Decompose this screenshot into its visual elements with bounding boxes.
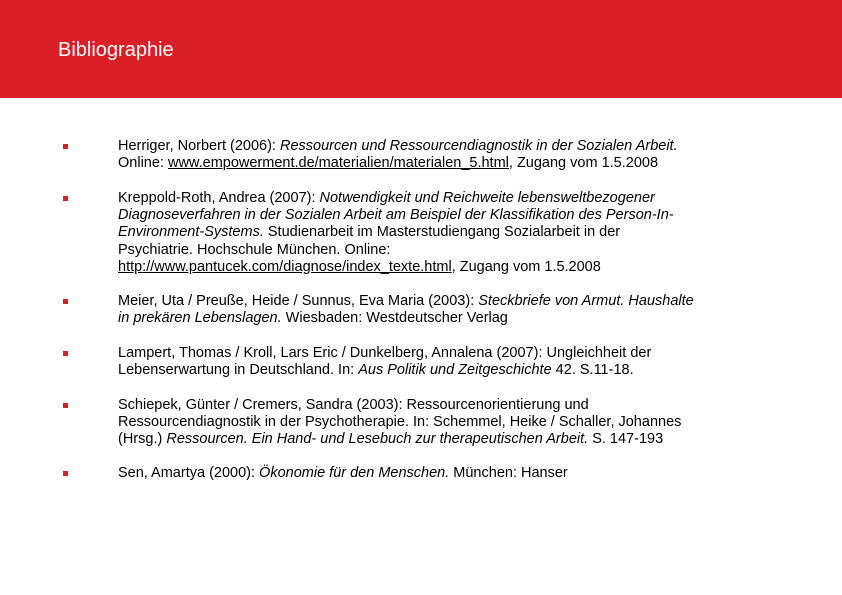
square-bullet-icon (63, 351, 68, 356)
entry-text-segment: Meier, Uta / Preuße, Heide / Sunnus, Eva Maria (2003): (118, 293, 479, 309)
entry-text-segment: Kreppold-Roth, Andrea (2007): (118, 190, 320, 206)
entry-link[interactable]: www.empowerment.de/materialien/materialen_5.html (167, 155, 509, 172)
entry-text-segment: Sen, Amartya (2000): (118, 465, 260, 481)
slide-header (0, 0, 842, 98)
entry-text-segment: Lampert, Thomas / Kroll, Lars Eric / Dunkelberg, Annalena (2007): Ungleichheit der (118, 345, 652, 361)
bibliography-entry-text (118, 345, 798, 379)
entry-line (118, 207, 798, 224)
bibliography-entry-text (118, 397, 798, 449)
entry-text-segment: Herriger, Norbert (2006): (118, 138, 280, 154)
entry-title-segment: Diagnoseverfahren in der Sozialen Arbeit am Beispiel der Klassifikation des Person-In- (118, 207, 674, 224)
entry-title-segment: Ökonomie für den Menschen. (259, 465, 450, 481)
entry-line (118, 345, 798, 362)
entry-title-segment: Notwendigkeit und Reichweite lebensweltbezogener (319, 190, 655, 206)
entry-line (118, 190, 798, 207)
entry-line (118, 431, 798, 448)
entry-title-segment: Ressourcen. Ein Hand- und Lesebuch zur therapeutischen Arbeit. (166, 431, 589, 448)
entry-title-segment: in prekären Lebenslagen. (118, 310, 282, 327)
square-bullet-icon (63, 471, 68, 476)
entry-link[interactable]: http://www.pantucek.com/diagnose/index_texte.html (118, 258, 452, 275)
entry-text-segment: Wiesbaden: Westdeutscher Verlag (281, 310, 508, 327)
entry-line (118, 293, 798, 310)
entry-line (118, 224, 798, 241)
entry-line (118, 155, 798, 172)
entry-text-segment: Studienarbeit im Masterstudiengang Sozialarbeit in der (263, 224, 621, 241)
entry-title-segment: Environment-Systems. (118, 224, 264, 241)
entry-line (118, 465, 798, 482)
bibliography-entry-text (118, 293, 798, 327)
entry-text-segment: Lebenserwartung in Deutschland. In: (118, 362, 359, 379)
entry-line (118, 397, 798, 414)
entry-text-segment: (Hrsg.) (118, 431, 167, 448)
entry-text-segment: , Zugang vom 1.5.2008 (451, 258, 601, 275)
entry-text-segment: 42. S.11-18. (551, 362, 634, 379)
entry-text-segment: , Zugang vom 1.5.2008 (508, 155, 659, 172)
entry-title-segment: Aus Politik und Zeitgeschichte (358, 362, 552, 379)
entry-line (118, 414, 798, 431)
page-title: Bibliographie (58, 39, 174, 61)
entry-title-segment: Ressourcen und Ressourcendiagnostik in der Sozialen Arbeit. (279, 138, 678, 154)
entry-text-segment: Ressourcendiagnostik in der Psychotherapie. In: Schemmel, Heike / Schaller, Johannes (118, 414, 682, 431)
entry-text-segment: Online: (118, 155, 168, 172)
bibliography-entry-text (118, 138, 798, 172)
entry-line (118, 138, 798, 155)
entry-text-segment: S. 147-193 (588, 431, 664, 448)
entry-text-segment: Psychiatrie. Hochschule München. Online: (118, 241, 391, 258)
entry-line (118, 362, 798, 379)
bibliography-entry-text (118, 465, 798, 482)
entry-text-segment: München: Hanser (449, 465, 568, 481)
square-bullet-icon (63, 196, 68, 201)
entry-line (118, 310, 798, 327)
square-bullet-icon (63, 403, 68, 408)
bibliography-entry-text (118, 190, 798, 276)
entry-title-segment: Steckbriefe von Armut. Haushalte (478, 293, 694, 309)
entry-line (118, 259, 798, 276)
entry-line (118, 242, 798, 259)
square-bullet-icon (63, 299, 68, 304)
entry-text-segment: Schiepek, Günter / Cremers, Sandra (2003): Ressourcenorientierung und (118, 397, 589, 413)
square-bullet-icon (63, 144, 68, 149)
